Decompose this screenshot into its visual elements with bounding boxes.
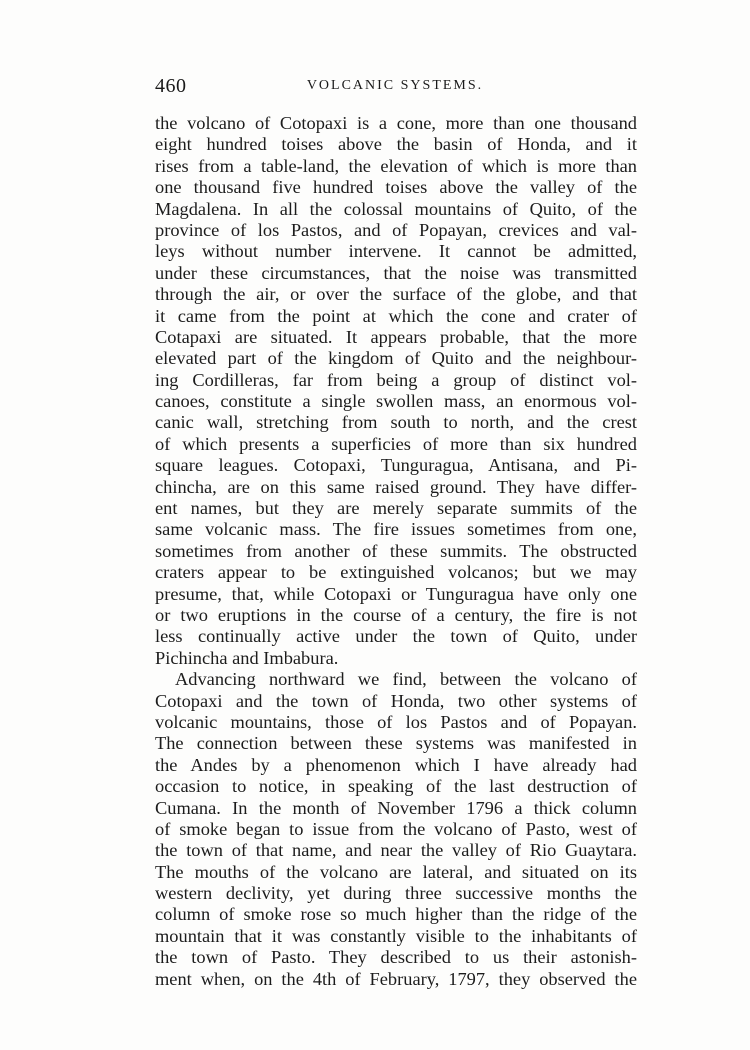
text-line: ing Cordilleras, far from being a group of distinct vol- [155, 369, 637, 390]
running-title: VOLCANIC SYSTEMS. [306, 78, 484, 93]
text-line: occasion to notice, in speaking of the last destruction of [155, 776, 637, 797]
page-number: 460 [155, 75, 187, 97]
text-line: leys without number intervene. It cannot be admitted, [155, 241, 637, 262]
text-line: the volcano of Cotopaxi is a cone, more than one thousand [155, 113, 637, 133]
text-line: one thousand five hundred toises above the valley of the [155, 177, 637, 198]
text-line: of smoke began to issue from the volcano of Pasto, west of [155, 818, 637, 839]
text-line: through the air, or over the surface of the globe, and that [155, 284, 637, 305]
text-line: elevated part of the kingdom of Quito and the neighbour- [155, 348, 637, 369]
text-line: rises from a table-land, the elevation of which is more than [155, 155, 637, 176]
text-line: ment when, on the 4th of February, 1797, they observed the [155, 968, 637, 989]
text-line: sometimes from another of these summits. The obstructed [155, 540, 637, 561]
text-line: less continually active under the town of Quito, under [155, 626, 637, 647]
text-line: it came from the point at which the cone and crater of [155, 305, 637, 326]
text-line: mountain that it was constantly visible to the inhabitants of [155, 925, 637, 946]
text-line: of which presents a superficies of more than six hundred [155, 433, 637, 454]
text-line: square leagues. Cotopaxi, Tunguragua, Antisana, and Pi- [155, 455, 637, 476]
text-line: ent names, but they are merely separate summits of the [155, 498, 637, 519]
text-line: craters appear to be extinguished volcanos; but we may [155, 562, 637, 583]
text-line: volcanic mountains, those of los Pastos and of Popayan. [155, 711, 637, 732]
text-line: canoes, constitute a single swollen mass, an enormous vol- [155, 391, 637, 412]
text-line: the town of that name, and near the valley of Rio Guaytara. [155, 840, 637, 861]
text-line: same volcanic mass. The fire issues sometimes from one, [155, 519, 637, 540]
text-line: the town of Pasto. They described to us their astonish- [155, 947, 637, 968]
text-line: The connection between these systems was manifested in [155, 733, 637, 754]
text-line: western declivity, yet during three successive months the [155, 883, 637, 904]
text-line: province of los Pastos, and of Popayan, crevices and val- [155, 219, 637, 240]
text-line: chincha, are on this same raised ground. They have differ- [155, 476, 637, 497]
text-line: canic wall, stretching from south to north, and the crest [155, 412, 637, 433]
body-text [155, 113, 637, 990]
text-line: under these circumstances, that the noise was transmitted [155, 262, 637, 283]
text-line: Advancing northward we find, between the volcano of [175, 669, 637, 690]
text-line: Magdalena. In all the colossal mountains of Quito, of the [155, 198, 637, 219]
text-line: the Andes by a phenomenon which I have already had [155, 754, 637, 775]
text-line: Cumana. In the month of November 1796 a thick column [155, 797, 637, 818]
text-line: or two eruptions in the course of a century, the fire is not [155, 604, 637, 625]
text-line: The mouths of the volcano are lateral, and situated on its [155, 861, 637, 882]
text-line: Cotopaxi and the town of Honda, two other systems of [155, 690, 637, 711]
text-line: column of smoke rose so much higher than the ridge of the [155, 904, 637, 925]
text-line: Pichincha and Imbabura. [155, 647, 339, 668]
text-line: eight hundred toises above the basin of Honda, and it [155, 134, 637, 155]
text-line: presume, that, while Cotopaxi or Tunguragua have only one [155, 583, 637, 604]
text-line: Cotapaxi are situated. It appears probable, that the more [155, 326, 637, 347]
running-head [155, 75, 635, 99]
